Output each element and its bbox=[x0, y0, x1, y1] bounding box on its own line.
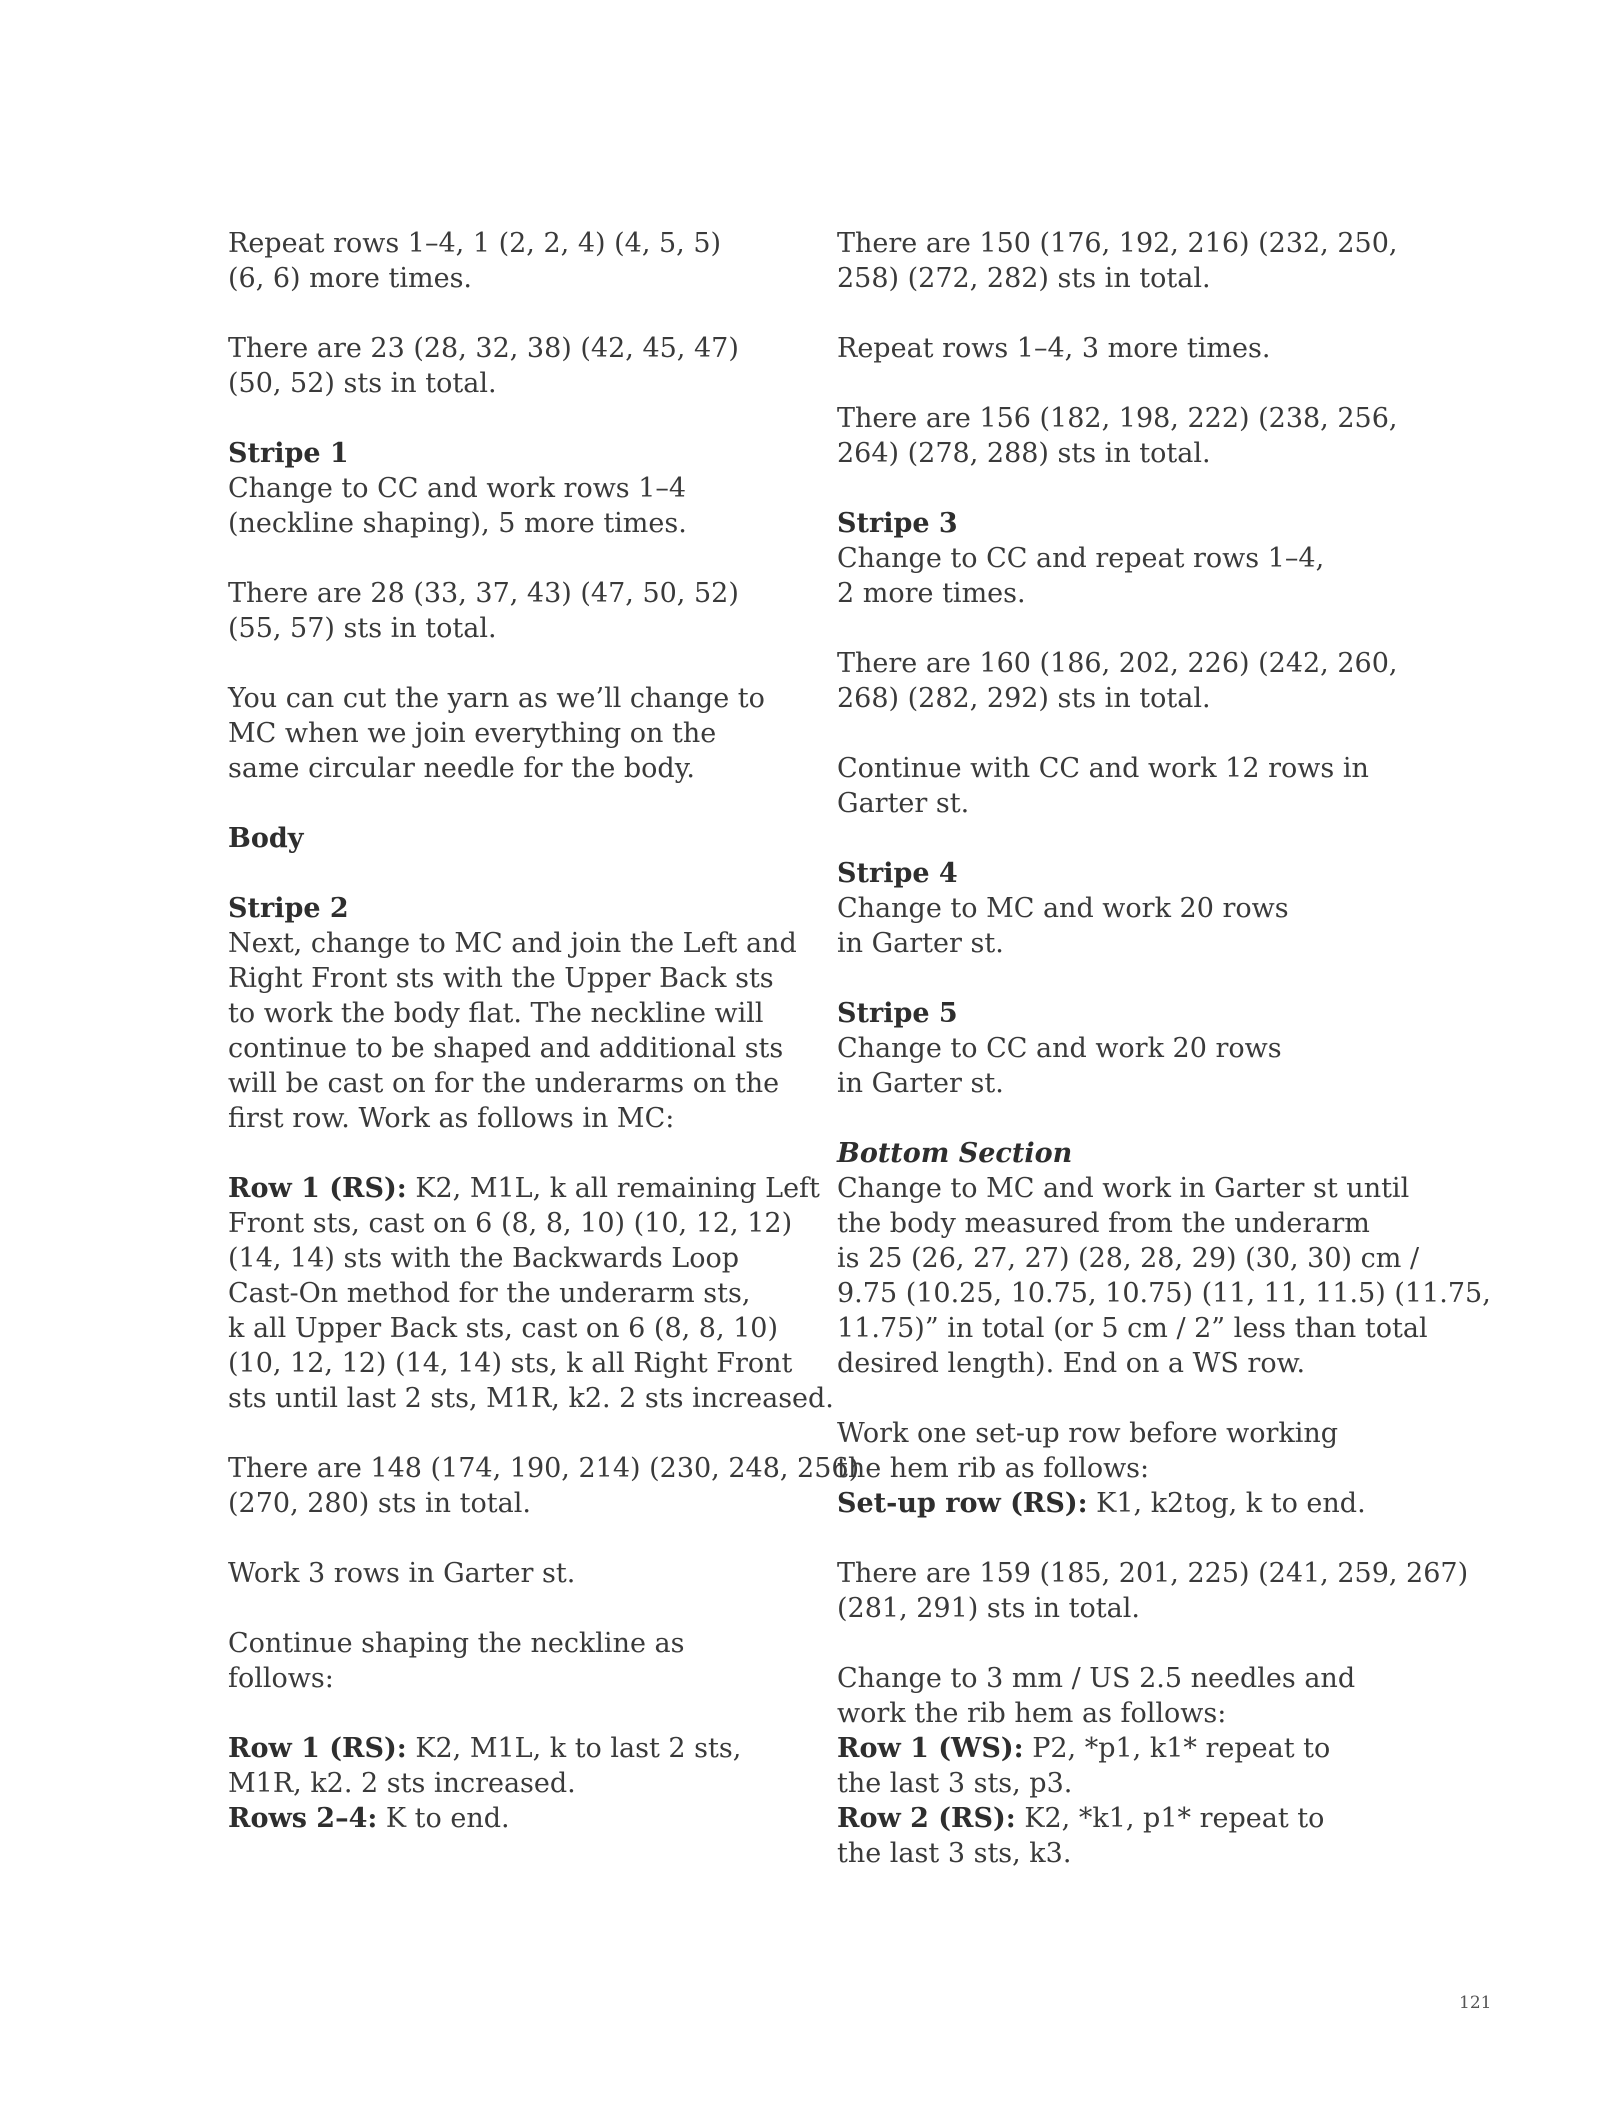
text-line: There are 150 (176, 192, 216) (232, 250, bbox=[837, 228, 1398, 259]
text-line: Next, change to MC and join the Left and bbox=[228, 928, 797, 959]
text-line: will be cast on for the underarms on the bbox=[228, 1068, 780, 1099]
page-number: 121 bbox=[1459, 1993, 1492, 2013]
work-garter-paragraph bbox=[228, 1556, 788, 1591]
text-line: (6, 6) more times. bbox=[228, 263, 473, 294]
text-line: There are 159 (185, 201, 225) (241, 259, 267) bbox=[837, 1558, 1469, 1589]
text-line: sts until last 2 sts, M1R, k2. 2 sts increased. bbox=[228, 1383, 834, 1414]
text-line: the last 3 sts, k3. bbox=[837, 1838, 1072, 1869]
text-line bbox=[837, 1801, 1397, 1836]
row-text: K2, *k1, p1* repeat to bbox=[1015, 1803, 1325, 1834]
row-text: K to end. bbox=[377, 1803, 510, 1834]
text-line: There are 156 (182, 198, 222) (238, 256, bbox=[837, 403, 1398, 434]
text-line: is 25 (26, 27, 27) (28, 28, 29) (30, 30) cm / bbox=[837, 1243, 1420, 1274]
text-line bbox=[228, 1801, 788, 1836]
text-line: Continue shaping the neckline as bbox=[228, 1628, 685, 1659]
stripe-1-section bbox=[228, 436, 788, 541]
neckline-rows-instructions bbox=[228, 1731, 788, 1836]
stitch-total-paragraph bbox=[228, 576, 788, 646]
stripe-4-heading: Stripe 4 bbox=[837, 858, 958, 889]
stitch-total-paragraph bbox=[837, 646, 1397, 716]
text-line: Repeat rows 1–4, 3 more times. bbox=[837, 333, 1271, 364]
stripe-1-heading: Stripe 1 bbox=[228, 438, 349, 469]
text-line: Change to MC and work 20 rows bbox=[837, 893, 1289, 924]
text-line: in Garter st. bbox=[837, 928, 1004, 959]
row-label: Set-up row (RS): bbox=[837, 1488, 1088, 1519]
rib-hem-instructions bbox=[837, 1661, 1397, 1871]
stripe-4-section bbox=[837, 856, 1397, 961]
row-text: K1, k2tog, k to end. bbox=[1087, 1488, 1366, 1519]
text-line: There are 23 (28, 32, 38) (42, 45, 47) bbox=[228, 333, 739, 364]
text-line: follows: bbox=[228, 1663, 334, 1694]
text-line: Right Front sts with the Upper Back sts bbox=[228, 963, 774, 994]
text-line: M1R, k2. 2 sts increased. bbox=[228, 1768, 576, 1799]
text-line: Change to CC and work 20 rows bbox=[837, 1033, 1282, 1064]
stripe-3-section bbox=[837, 506, 1397, 611]
stripe-2-heading: Stripe 2 bbox=[228, 893, 349, 924]
text-line: 11.75)” in total (or 5 cm / 2” less than total bbox=[837, 1313, 1428, 1344]
text-line: (14, 14) sts with the Backwards Loop bbox=[228, 1243, 740, 1274]
text-line: (neckline shaping), 5 more times. bbox=[228, 508, 687, 539]
stitch-total-paragraph bbox=[837, 1556, 1469, 1626]
text-line: There are 160 (186, 202, 226) (242, 260, bbox=[837, 648, 1398, 679]
text-line: MC when we join everything on the bbox=[228, 718, 717, 749]
text-line: desired length). End on a WS row. bbox=[837, 1348, 1306, 1379]
text-line bbox=[228, 1171, 820, 1206]
stitch-total-paragraph bbox=[228, 1451, 860, 1521]
continue-shaping-paragraph bbox=[228, 1626, 788, 1696]
text-line: k all Upper Back sts, cast on 6 (8, 8, 10) bbox=[228, 1313, 779, 1344]
stitch-total-paragraph bbox=[228, 331, 788, 401]
row-label: Row 2 (RS): bbox=[837, 1803, 1016, 1834]
text-line: Change to CC and work rows 1–4 bbox=[228, 473, 687, 504]
text-line: the last 3 sts, p3. bbox=[837, 1768, 1073, 1799]
text-line: There are 148 (174, 190, 214) (230, 248, 256) bbox=[228, 1453, 860, 1484]
text-line: Cast-On method for the underarm sts, bbox=[228, 1278, 751, 1309]
text-line: to work the body flat. The neckline will bbox=[228, 998, 764, 1029]
row-label: Rows 2–4: bbox=[228, 1803, 378, 1834]
row-text: K2, M1L, k all remaining Left bbox=[406, 1173, 820, 1204]
row-text: P2, *p1, k1* repeat to bbox=[1023, 1733, 1331, 1764]
row-label: Row 1 (RS): bbox=[228, 1733, 407, 1764]
stripe-2-section bbox=[228, 891, 797, 1136]
text-line: Change to 3 mm / US 2.5 needles and bbox=[837, 1663, 1356, 1694]
cut-yarn-paragraph bbox=[228, 681, 788, 786]
body-section-title bbox=[228, 821, 788, 856]
text-line: There are 28 (33, 37, 43) (47, 50, 52) bbox=[228, 578, 739, 609]
text-line: Work 3 rows in Garter st. bbox=[228, 1558, 576, 1589]
text-line: 264) (278, 288) sts in total. bbox=[837, 438, 1211, 469]
text-line bbox=[837, 1486, 1397, 1521]
text-line: 268) (282, 292) sts in total. bbox=[837, 683, 1211, 714]
text-line: (55, 57) sts in total. bbox=[228, 613, 497, 644]
text-line: Repeat rows 1–4, 1 (2, 2, 4) (4, 5, 5) bbox=[228, 228, 722, 259]
bottom-section bbox=[837, 1136, 1491, 1381]
text-line: 2 more times. bbox=[837, 578, 1026, 609]
repeat-rows-paragraph bbox=[837, 331, 1397, 366]
text-line: 258) (272, 282) sts in total. bbox=[837, 263, 1211, 294]
bottom-section-heading: Bottom Section bbox=[837, 1138, 1073, 1169]
stitch-total-paragraph bbox=[837, 226, 1397, 296]
text-line: continue to be shaped and additional sts bbox=[228, 1033, 784, 1064]
row-text: K2, M1L, k to last 2 sts, bbox=[406, 1733, 742, 1764]
text-line: Work one set-up row before working bbox=[837, 1418, 1339, 1449]
text-line: Garter st. bbox=[837, 788, 970, 819]
text-line: You can cut the yarn as we’ll change to bbox=[228, 683, 765, 714]
row-label: Row 1 (WS): bbox=[837, 1733, 1024, 1764]
text-line: (281, 291) sts in total. bbox=[837, 1593, 1140, 1624]
text-line: (270, 280) sts in total. bbox=[228, 1488, 531, 1519]
body-heading: Body bbox=[228, 823, 304, 854]
right-column bbox=[837, 226, 1491, 1906]
text-line: (10, 12, 12) (14, 14) sts, k all Right Front bbox=[228, 1348, 793, 1379]
text-line: the hem rib as follows: bbox=[837, 1453, 1150, 1484]
text-line: Change to CC and repeat rows 1–4, bbox=[837, 543, 1325, 574]
stripe-3-heading: Stripe 3 bbox=[837, 508, 958, 539]
text-line: same circular needle for the body. bbox=[228, 753, 695, 784]
setup-row-paragraph bbox=[837, 1416, 1397, 1521]
row-label: Row 1 (RS): bbox=[228, 1173, 407, 1204]
text-line bbox=[837, 1731, 1397, 1766]
stripe-5-section bbox=[837, 996, 1397, 1101]
left-column bbox=[228, 226, 860, 1871]
text-line: (50, 52) sts in total. bbox=[228, 368, 497, 399]
text-line: Front sts, cast on 6 (8, 8, 10) (10, 12, 12) bbox=[228, 1208, 793, 1239]
stitch-total-paragraph bbox=[837, 401, 1397, 471]
text-line: 9.75 (10.25, 10.75, 10.75) (11, 11, 11.5) (11.75, bbox=[837, 1278, 1491, 1309]
text-line: work the rib hem as follows: bbox=[837, 1698, 1227, 1729]
text-line: in Garter st. bbox=[837, 1068, 1004, 1099]
text-line: Change to MC and work in Garter st until bbox=[837, 1173, 1410, 1204]
text-line bbox=[228, 1731, 788, 1766]
text-line: Continue with CC and work 12 rows in bbox=[837, 753, 1369, 784]
text-line: first row. Work as follows in MC: bbox=[228, 1103, 675, 1134]
continue-cc-paragraph bbox=[837, 751, 1397, 821]
text-line: the body measured from the underarm bbox=[837, 1208, 1370, 1239]
row-1-instructions bbox=[228, 1171, 834, 1416]
stripe-5-heading: Stripe 5 bbox=[837, 998, 958, 1029]
repeat-rows-paragraph bbox=[228, 226, 788, 296]
